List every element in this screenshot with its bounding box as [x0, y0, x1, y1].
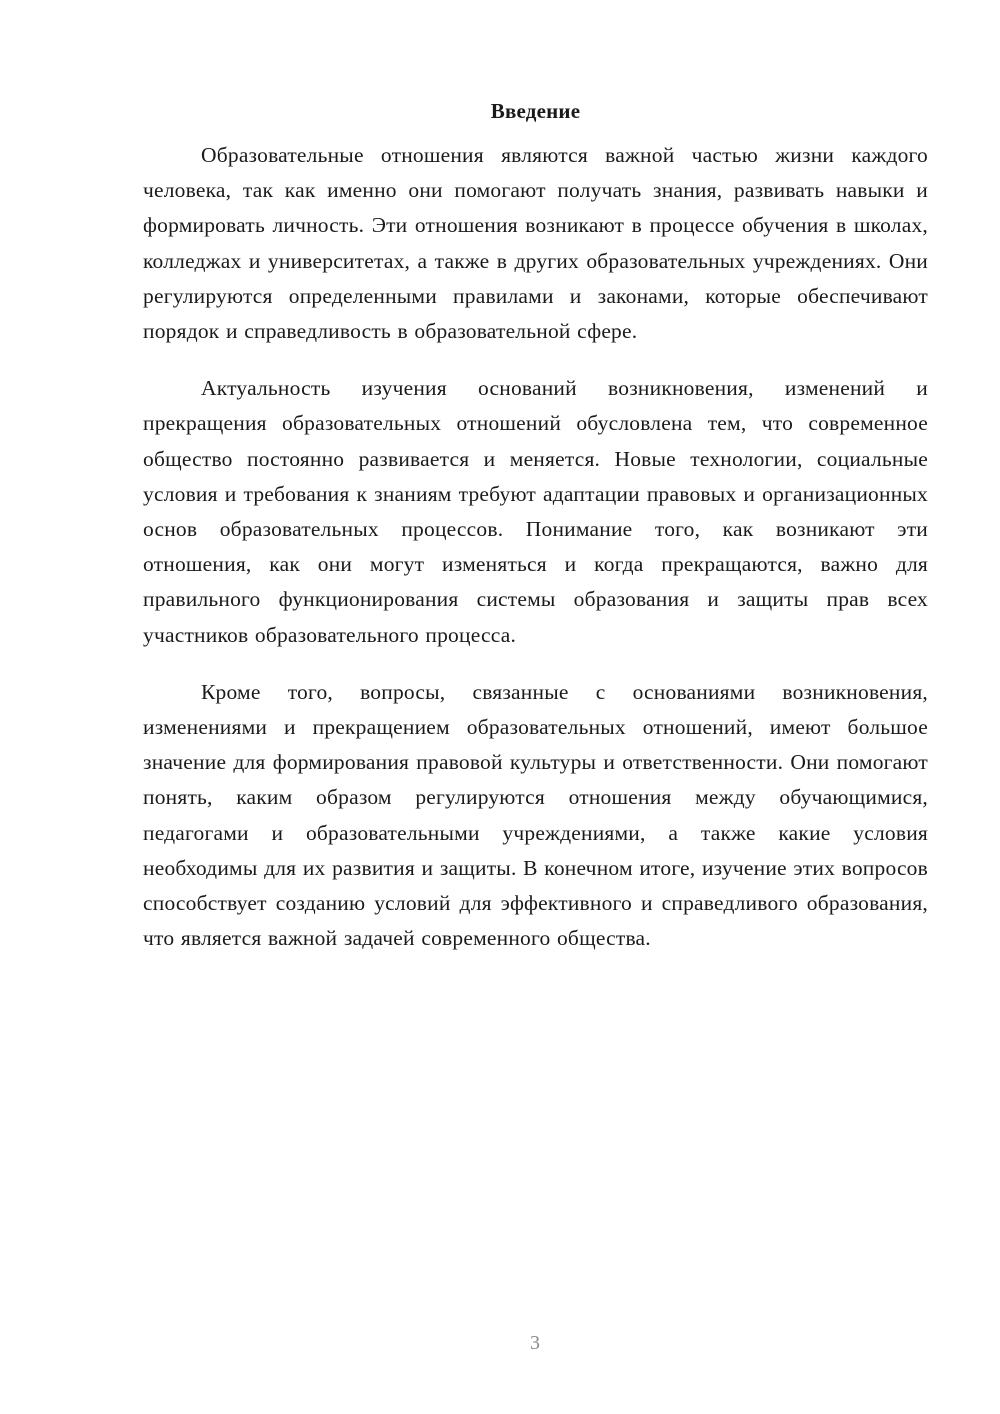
- section-heading: Введение: [490, 99, 581, 123]
- paragraph-1: Образовательные отношения являются важной частью жизни каждого человека, так как именно они помогают получать знания, развивать навыки и формировать личность. Эти отношения возникают в процессе обучения в школах, колледжах и университетах, а также в других образовательных учреждениях. Они регулируются определенными правилами и законами, которые обеспечивают порядок и справедливость в образовательной сфере.: [143, 143, 928, 344]
- paragraph-3: Кроме того, вопросы, связанные с основаниями возникновения, изменениями и прекращением образовательных отношений, имеют большое значение для формирования правовой культуры и ответственности. Они помогают понять, каким образом регулируются отношения между обучающимися, педагогами и образовательными учреждениями, а также какие условия необходимы для их развития и защиты. В конечном итоге, изучение этих вопросов способствует созданию условий для эффективного и справедливого образования, что является важной задачей современного общества.: [143, 679, 928, 951]
- page-number: 3: [530, 1332, 540, 1354]
- page-content: [143, 96, 928, 978]
- paragraph-2: Актуальность изучения оснований возникновения, изменений и прекращения образовательных отношений обусловлена тем, что современное общество постоянно развивается и меняется. Новые технологии, социальные условия и требования к знаниям требуют адаптации правовых и организационных основ образовательных процессов. Понимание того, как возникают эти отношения, как они могут изменяться и когда прекращаются, важно для правильного функционирования системы образования и защиты прав всех участников образовательного процесса.: [143, 376, 928, 647]
